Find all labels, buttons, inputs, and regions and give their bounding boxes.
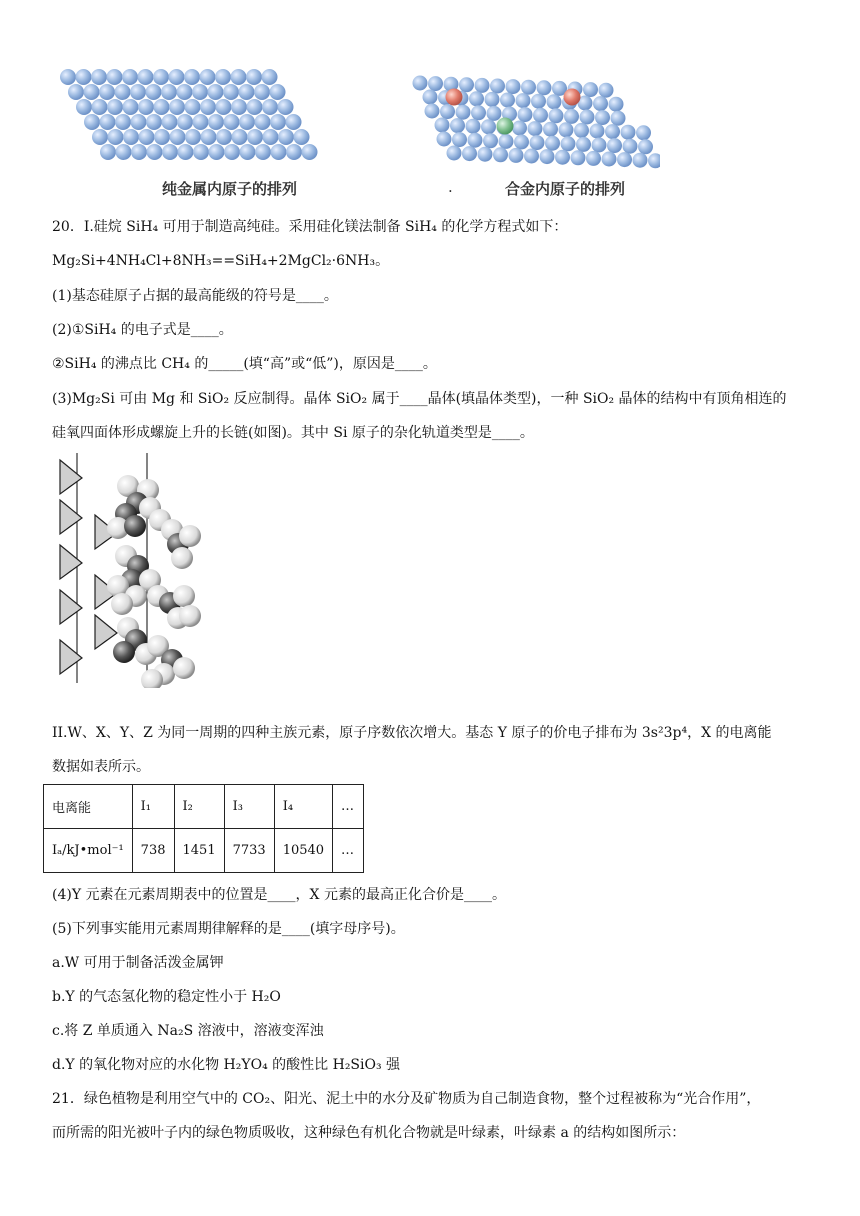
- atom: [263, 129, 279, 145]
- atom: [184, 69, 200, 85]
- atom: [92, 129, 108, 145]
- atom: [139, 129, 155, 145]
- atom: [231, 99, 247, 115]
- atom: [435, 118, 450, 133]
- atom: [107, 99, 123, 115]
- atom: [162, 114, 178, 130]
- q20-part3-line2: 硅氧四面体形成螺旋上升的长链(如图)。其中 Si 原子的杂化轨道类型是____。: [52, 425, 534, 441]
- atom: [633, 153, 648, 168]
- atom: [177, 114, 193, 130]
- tetrahedra: [60, 460, 117, 674]
- part2-line1: II.W、X、Y、Z 为同一周期的四种主族元素，原子序数依次增大。基态 Y 原子的价电子排布为 3s²3p⁴，X 的电离能: [52, 725, 772, 741]
- atom: [178, 144, 194, 160]
- atom: [262, 99, 278, 115]
- atom: [452, 132, 467, 147]
- q20-intro: 20．I.硅烷 SiH₄ 可用于制造高纯硅。采用硅化镁法制备 SiH₄ 的化学方程式如下：: [52, 219, 568, 235]
- pure-metal-caption: 纯金属内原子的排列: [162, 180, 298, 198]
- table-cell: 738: [132, 829, 174, 873]
- tetrahedron: [60, 460, 82, 494]
- atom: [146, 114, 162, 130]
- atom: [286, 114, 302, 130]
- atom: [278, 129, 294, 145]
- option-b: b.Y 的气态氢化物的稳定性小于 H₂O: [52, 989, 281, 1005]
- atom: [528, 121, 543, 136]
- atom: [547, 94, 562, 109]
- atom: [162, 144, 178, 160]
- table-cell: I₂: [174, 785, 224, 829]
- atom: [571, 150, 586, 165]
- atom: [231, 69, 247, 85]
- atom: [247, 129, 263, 145]
- atom: [131, 144, 147, 160]
- atom: [540, 149, 555, 164]
- atom: [564, 109, 579, 124]
- tetrahedron: [60, 640, 82, 674]
- atom: [456, 105, 471, 120]
- atom: [450, 118, 465, 133]
- atom: [605, 124, 620, 139]
- atom: [122, 69, 138, 85]
- table-cell: 10540: [274, 829, 332, 873]
- atom: [84, 84, 100, 100]
- atom: [223, 84, 239, 100]
- atom: [123, 99, 139, 115]
- atom: [493, 147, 508, 162]
- atom: [487, 106, 502, 121]
- atom: [512, 121, 527, 136]
- atom: [254, 84, 270, 100]
- atom: [208, 84, 224, 100]
- tetrahedron: [60, 500, 82, 534]
- atom: [107, 69, 123, 85]
- atom: [602, 152, 617, 167]
- atom: [84, 114, 100, 130]
- atom: [428, 76, 443, 91]
- table-cell: 1451: [174, 829, 224, 873]
- solute-atom-red: [564, 89, 581, 106]
- atom: [154, 99, 170, 115]
- table-cell: 7733: [224, 829, 274, 873]
- atom: [621, 125, 636, 140]
- q21-line2: 而所需的阳光被叶子内的绿色物质吸收，这种绿色有机化合物就是叶绿素，叶绿素 a 的结构如图所示：: [52, 1125, 686, 1141]
- atom: [576, 137, 591, 152]
- q20-part2a: (2)①SiH₄ 的电子式是____。: [52, 322, 233, 338]
- q20-part2b: ②SiH₄ 的沸点比 CH₄ 的_____(填“高”或“低”)，原因是____。: [52, 356, 437, 372]
- atom: [170, 129, 186, 145]
- atom: [240, 144, 256, 160]
- option-c: c.将 Z 单质通入 Na₂S 溶液中，溶液变浑浊: [52, 1023, 324, 1039]
- q20-equation: Mg₂Si+4NH₄Cl+8NH₃==SiH₄+2MgCl₂·6NH₃。: [52, 253, 390, 269]
- atom: [91, 69, 107, 85]
- atom: [185, 99, 201, 115]
- atom: [92, 99, 108, 115]
- atom: [499, 134, 514, 149]
- atom: [636, 125, 651, 140]
- table-cell: I₁: [132, 785, 174, 829]
- atom: [599, 83, 614, 98]
- atom: [490, 79, 505, 94]
- atom: [425, 104, 440, 119]
- atom: [440, 104, 455, 119]
- alloy-atoms: [413, 76, 661, 169]
- atom: [68, 84, 84, 100]
- oxygen-atom: [179, 525, 201, 547]
- atom: [462, 146, 477, 161]
- atom: [574, 123, 589, 138]
- atom: [177, 84, 193, 100]
- atom: [537, 80, 552, 95]
- atom: [475, 78, 490, 93]
- atom: [583, 82, 598, 97]
- atom: [466, 119, 481, 134]
- atom: [201, 129, 217, 145]
- q21-line1: 21．绿色植物是利用空气中的 CO₂、阳光、泥土中的水分及矿物质为自己制造食物，整个过程被称为“光合作用”，: [52, 1091, 761, 1107]
- atom: [590, 124, 605, 139]
- silicon-atom: [113, 641, 135, 663]
- table-cell: …: [333, 785, 364, 829]
- atom: [617, 152, 632, 167]
- silicon-atom: [124, 515, 146, 537]
- atom: [413, 76, 428, 91]
- atom: [302, 144, 318, 160]
- atom: [138, 69, 154, 85]
- atom: [209, 144, 225, 160]
- atom: [270, 114, 286, 130]
- atom: [130, 84, 146, 100]
- atom: [232, 129, 248, 145]
- atom: [607, 138, 622, 153]
- atom: [555, 150, 570, 165]
- atom: [593, 96, 608, 111]
- atom: [506, 79, 521, 94]
- atom: [485, 92, 500, 107]
- atom: [138, 99, 154, 115]
- atom: [215, 69, 231, 85]
- atom: [271, 144, 287, 160]
- option-d: d.Y 的氧化物对应的水化物 H₂YO₄ 的酸性比 H₂SiO₃ 强: [52, 1057, 401, 1073]
- table-row: [44, 785, 364, 829]
- atom: [592, 138, 607, 153]
- atom: [468, 133, 483, 148]
- solute-atom-red: [446, 89, 463, 106]
- atom: [200, 99, 216, 115]
- atom: [638, 139, 653, 154]
- ionization-energy-table: [43, 784, 364, 873]
- atom: [530, 135, 545, 150]
- atom: [200, 69, 216, 85]
- table-cell: I₃: [224, 785, 274, 829]
- atom: [531, 94, 546, 109]
- atom: [153, 69, 169, 85]
- atom: [623, 139, 638, 154]
- atom: [108, 129, 124, 145]
- atom: [100, 114, 116, 130]
- atom: [459, 77, 474, 92]
- atom: [609, 97, 624, 112]
- alloy-caption: 合金内原子的排列: [505, 180, 626, 198]
- atom: [208, 114, 224, 130]
- tetrahedron: [95, 615, 117, 649]
- atom: [247, 99, 263, 115]
- oxygen-atom: [173, 657, 195, 679]
- atom: [99, 84, 115, 100]
- atom: [500, 93, 515, 108]
- atom: [561, 136, 576, 151]
- atom: [193, 114, 209, 130]
- oxygen-atom: [173, 585, 195, 607]
- atom: [193, 144, 209, 160]
- atom: [471, 105, 486, 120]
- atom: [131, 114, 147, 130]
- sio2-chain-figure: [40, 448, 220, 688]
- atom: [239, 114, 255, 130]
- atom: [216, 99, 232, 115]
- atom: [533, 108, 548, 123]
- atom: [549, 108, 564, 123]
- atom: [559, 122, 574, 137]
- oxygen-atom: [179, 605, 201, 627]
- atom: [147, 144, 163, 160]
- atom: [580, 110, 595, 125]
- atom: [123, 129, 139, 145]
- atom: [224, 114, 240, 130]
- atom: [423, 90, 438, 105]
- table-row: [44, 829, 364, 873]
- ball-model: [107, 475, 201, 688]
- atom: [521, 80, 536, 95]
- atom: [146, 84, 162, 100]
- atom: [154, 129, 170, 145]
- atom: [169, 69, 185, 85]
- table-cell: Iₐ/kJ•mol⁻¹: [44, 829, 133, 873]
- atom: [116, 144, 132, 160]
- atom: [100, 144, 116, 160]
- atom: [224, 144, 240, 160]
- q20-part4: (4)Y 元素在元素周期表中的位置是____，X 元素的最高正化合价是____。: [52, 887, 506, 903]
- atom: [216, 129, 232, 145]
- atom: [270, 84, 286, 100]
- atom: [294, 129, 310, 145]
- atom: [469, 91, 484, 106]
- atom: [437, 132, 452, 147]
- atom: [286, 144, 302, 160]
- atom: [246, 69, 262, 85]
- atom: [545, 136, 560, 151]
- table-cell: I₄: [274, 785, 332, 829]
- atom: [481, 119, 496, 134]
- table-cell: …: [333, 829, 364, 873]
- part2-line2: 数据如表所示。: [52, 759, 150, 775]
- q20-part3-line1: (3)Mg₂Si 可由 Mg 和 SiO₂ 反应制得。晶体 SiO₂ 属于____晶体(填晶体类型)，一种 SiO₂ 晶体的结构中有顶角相连的: [52, 391, 787, 407]
- atom: [524, 149, 539, 164]
- q20-part1: (1)基态硅原子占据的最高能级的符号是____。: [52, 288, 338, 304]
- atom: [595, 110, 610, 125]
- tetrahedron: [60, 545, 82, 579]
- atom: [161, 84, 177, 100]
- atom: [543, 122, 558, 137]
- atom: [514, 135, 529, 150]
- atom: [76, 99, 92, 115]
- atom: [169, 99, 185, 115]
- atom: [255, 144, 271, 160]
- atom: [648, 153, 660, 168]
- atom: [255, 114, 271, 130]
- atom: [76, 69, 92, 85]
- pure-metal-atoms: [60, 69, 318, 160]
- atom: [185, 129, 201, 145]
- atom: [483, 133, 498, 148]
- option-a: a.W 可用于制备活泼金属钾: [52, 955, 224, 971]
- table-cell: 电离能: [44, 785, 133, 829]
- atom: [239, 84, 255, 100]
- oxygen-atom: [171, 547, 193, 569]
- alloy-caption-dot: .: [448, 178, 453, 196]
- atom: [586, 151, 601, 166]
- atom: [447, 146, 462, 161]
- atom: [278, 99, 294, 115]
- q20-part5: (5)下列事实能用元素周期律解释的是____(填字母序号)。: [52, 921, 405, 937]
- atom: [478, 147, 493, 162]
- atom: [262, 69, 278, 85]
- atom: [611, 111, 626, 126]
- atom: [192, 84, 208, 100]
- oxygen-atom: [111, 593, 133, 615]
- tetrahedron: [60, 590, 82, 624]
- atom: [60, 69, 76, 85]
- atom: [518, 107, 533, 122]
- atom: [509, 148, 524, 163]
- atom: [516, 93, 531, 108]
- atom: [115, 114, 131, 130]
- solute-atom-green: [497, 118, 514, 135]
- atom: [115, 84, 131, 100]
